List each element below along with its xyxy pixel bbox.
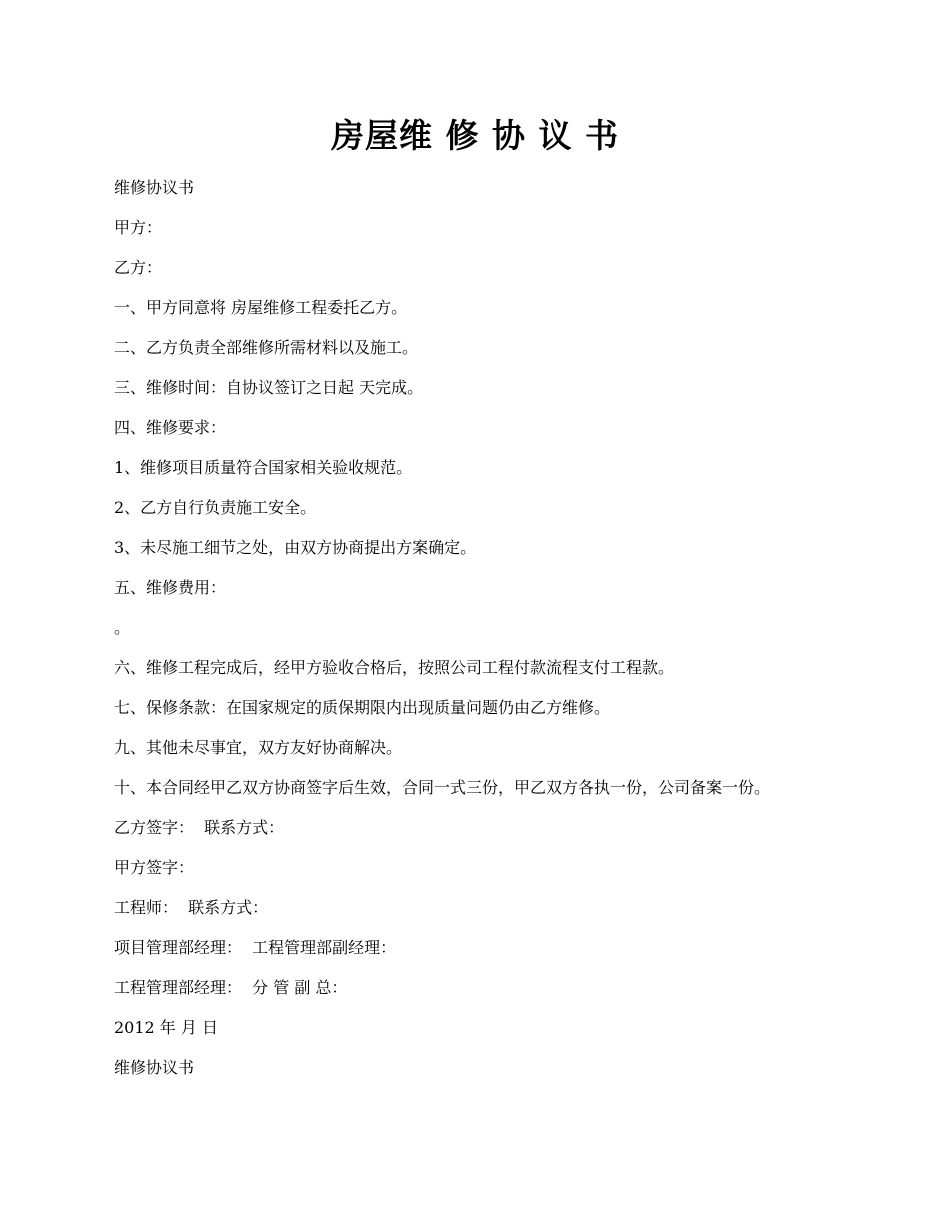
fee-line: 。 <box>114 618 131 637</box>
clause-1: 一、甲方同意将 房屋维修工程委托乙方。 <box>114 298 408 317</box>
clause-7: 七、保修条款：在国家规定的质保期限内出现质量问题仍由乙方维修。 <box>114 698 611 717</box>
clause-5: 五、维修费用： <box>114 578 227 597</box>
paragraph-party-b: 乙方： <box>114 258 163 277</box>
clause-3: 三、维修时间：自协议签订之日起 天完成。 <box>114 378 424 397</box>
signature-project-manager: 项目管理部经理： 工程管理部副经理： <box>114 938 397 957</box>
clause-2: 二、乙方负责全部维修所需材料以及施工。 <box>114 338 419 357</box>
signature-party-a: 甲方签字： <box>114 858 195 877</box>
requirement-2: 2、乙方自行负责施工安全。 <box>114 498 317 517</box>
requirement-1: 1、维修项目质量符合国家相关验收规范。 <box>114 458 413 477</box>
paragraph-party-a: 甲方： <box>114 218 163 237</box>
paragraph-footer-heading: 维修协议书 <box>114 1058 195 1077</box>
document-body <box>114 178 844 1098</box>
clause-9: 九、其他未尽事宜，双方友好协商解决。 <box>114 738 403 757</box>
document-title: 房屋维 修 协 议 书 <box>331 116 619 155</box>
signature-party-b: 乙方签字： 联系方式： <box>114 818 285 837</box>
date-line: 2012 年 月 日 <box>114 1018 218 1037</box>
paragraph-heading: 维修协议书 <box>114 178 195 197</box>
signature-engineering-manager: 工程管理部经理： 分 管 副 总： <box>114 978 348 997</box>
clause-4: 四、维修要求： <box>114 418 227 437</box>
requirement-3: 3、未尽施工细节之处，由双方协商提出方案确定。 <box>114 538 477 557</box>
signature-engineer: 工程师： 联系方式： <box>114 898 269 917</box>
clause-6: 六、维修工程完成后，经甲方验收合格后，按照公司工程付款流程支付工程款。 <box>114 658 675 677</box>
clause-10: 十、本合同经甲乙双方协商签字后生效，合同一式三份，甲乙双方各执一份，公司备案一份。 <box>114 778 771 797</box>
